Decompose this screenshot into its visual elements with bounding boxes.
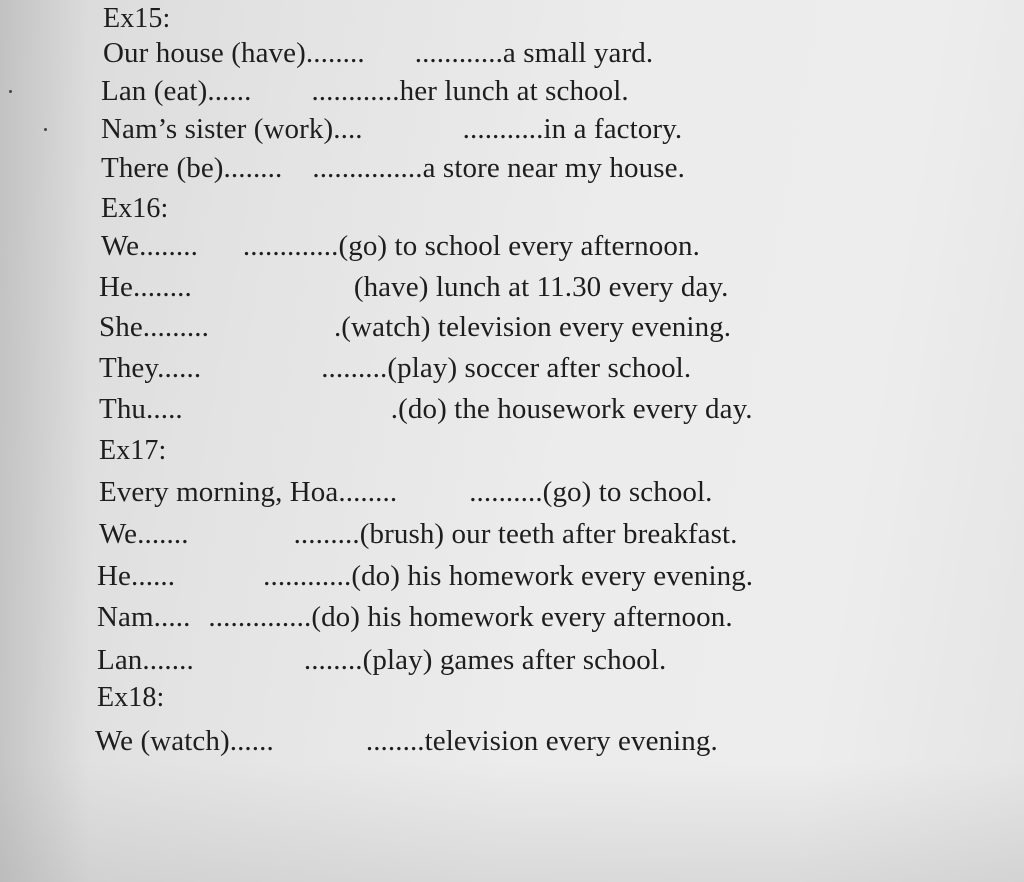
sentence-left: We....... — [99, 518, 189, 550]
exercise-heading-ex16: Ex16: — [101, 193, 169, 224]
sentence-left: Lan....... — [97, 644, 194, 676]
sentence-right: ............(do) his homework every evening. — [263, 560, 754, 592]
sentence-left: There (be)........ — [101, 152, 283, 184]
margin-dot — [44, 128, 47, 131]
sentence-line — [95, 724, 718, 758]
sentence-right: ........television every evening. — [365, 725, 718, 757]
sentence-right: ...............a store near my house. — [312, 152, 685, 184]
sentence-right: ............her lunch at school. — [311, 75, 629, 107]
page-shadow-left — [0, 0, 90, 882]
sentence-line — [99, 517, 738, 551]
sentence-line — [97, 643, 666, 677]
sentence-right: ..........(go) to school. — [469, 476, 713, 508]
sentence-right: .............(go) to school every afternoon. — [242, 230, 700, 262]
sentence-line — [99, 351, 691, 385]
exercise-heading-ex17: Ex17: — [99, 435, 167, 466]
sentence-left: He...... — [97, 560, 176, 592]
sentence-right: (have) lunch at 11.30 every day. — [353, 271, 729, 303]
sentence-left: Nam’s sister (work).... — [101, 113, 363, 145]
sentence-line — [99, 270, 729, 304]
sentence-line — [103, 36, 653, 70]
exercise-heading-ex15: Ex15: — [103, 3, 171, 34]
exercise-heading-ex18: Ex18: — [97, 682, 165, 713]
sentence-left: She......... — [99, 311, 209, 343]
sentence-right: ...........in a factory. — [462, 113, 683, 145]
sentence-line — [99, 475, 713, 509]
sentence-right: .(do) the housework every day. — [390, 393, 753, 425]
sentence-left: They...... — [99, 352, 202, 384]
sentence-left: Lan (eat)...... — [101, 75, 252, 107]
sentence-right: ............a small yard. — [414, 37, 654, 69]
sentence-line — [101, 74, 629, 108]
sentence-right: .(watch) television every evening. — [333, 311, 732, 343]
sentence-left: We........ — [101, 230, 198, 262]
sentence-line — [97, 559, 753, 593]
sentence-left: Our house (have)........ — [103, 37, 365, 69]
sentence-right: ..............(do) his homework every afternoon. — [208, 601, 733, 633]
sentence-line — [99, 310, 731, 344]
sentence-left: Thu..... — [99, 393, 183, 425]
page-shadow-bottom — [0, 762, 1024, 882]
sentence-right: ........(play) games after school. — [303, 644, 667, 676]
sentence-line — [101, 151, 685, 185]
sentence-line — [97, 600, 733, 634]
sentence-right: .........(play) soccer after school. — [321, 352, 692, 384]
sentence-right: .........(brush) our teeth after breakfast. — [293, 518, 738, 550]
sentence-line — [99, 392, 753, 426]
sentence-left: Every morning, Hoa........ — [99, 476, 398, 508]
margin-dot — [9, 90, 12, 93]
sentence-left: We (watch)...... — [95, 725, 274, 757]
sentence-line — [101, 112, 682, 146]
sentence-left: Nam..... — [97, 601, 191, 633]
sentence-line — [101, 229, 700, 263]
sentence-left: He........ — [99, 271, 192, 303]
